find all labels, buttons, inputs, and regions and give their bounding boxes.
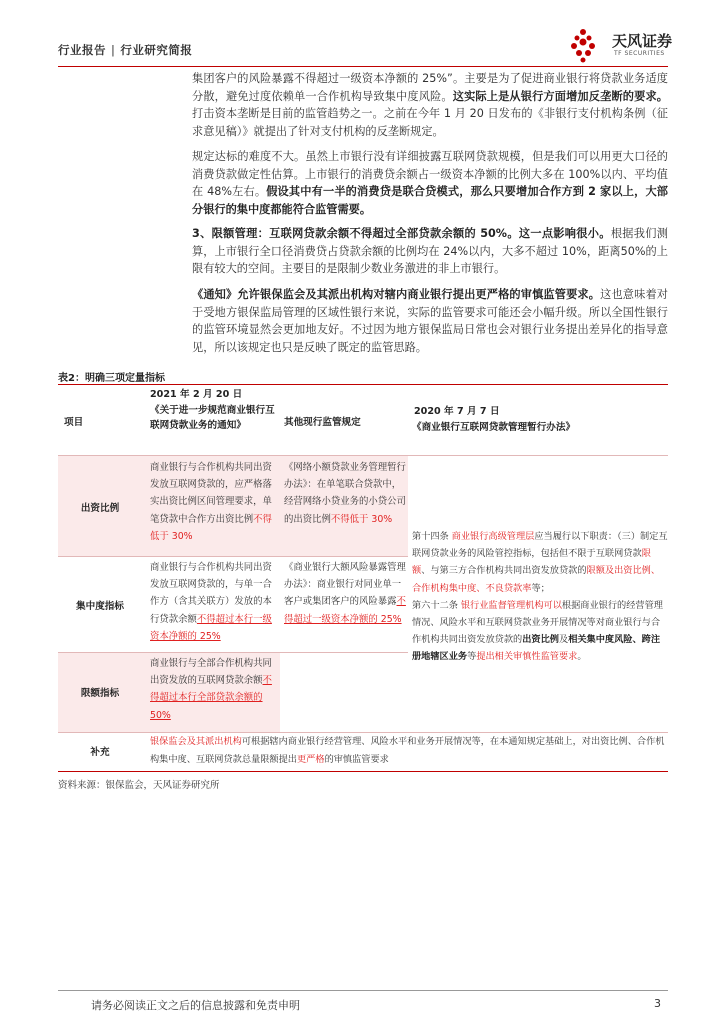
p4-text: 这也意味着对于受地方银保监局管理的区域性银行来说，实际的监管要求可能还会小幅升级。所以全国性银行的监管环境显然会更加地友好。不过因为地方银保监局日常也会对银行业务提出差异化的指导意见，所以该规定也只是反映了既定的监管思路。 <box>192 288 668 354</box>
art62-text-2: 及 <box>559 634 569 646</box>
header-separator: | <box>111 43 116 57</box>
row-divider-1 <box>58 556 408 557</box>
art62-bold-1: 出资比例 <box>522 634 559 646</box>
header-other: 其他现行监管规定 <box>284 417 361 428</box>
table-bottom-border <box>58 771 668 772</box>
concentration-notice-text: 商业银行与合作机构共同出资发放互联网贷款的，与单一合作方（含其关联方）发放的本行贷款余额 <box>150 562 272 625</box>
page-number: 3 <box>654 997 661 1010</box>
supplement-text-1: 可根据辖内商业银行经营管理、风险水平和业务开展情况等，在本通知规定基础上，对出资比例、合作机构集中度、互联网贷款总量限额提出 <box>150 736 665 765</box>
ratio-notice-text: 商业银行与合作机构共同出资发放互联网贷款的，应严格落实出资比例区间管理要求，单笔贷款中合作方出资比例 <box>150 462 272 525</box>
row-divider-2 <box>58 652 408 653</box>
article-14 <box>412 528 668 597</box>
row-label-supplement: 补充 <box>90 747 110 758</box>
header-notice-date: 2021 年 2 月 20 日 <box>150 389 243 400</box>
measures-content <box>412 528 668 666</box>
article-62 <box>412 597 668 666</box>
row-ratio-other <box>284 459 406 528</box>
limit-notice-text: 商业银行与全部合作机构共同出资发放的互联网贷款余额 <box>150 658 272 687</box>
header-divider <box>58 66 668 67</box>
art14-text-1: 应当履行以下职责：（三）制定互联网贷款业务的风险管控指标，包括但不限于互联网贷款 <box>412 531 668 560</box>
art14-red-1: 商业银行高级管理层 <box>451 531 535 542</box>
report-subtype: 行业研究简报 <box>120 43 193 57</box>
footer-disclaimer: 请务必阅读正文之后的信息披露和免责申明 <box>91 999 300 1012</box>
art62-num: 第六十二条 <box>412 599 458 611</box>
header-measures-date: 2020 年 7 月 7 日 <box>414 406 500 417</box>
supplement-red-1: 银保监会及其派出机构 <box>150 736 242 747</box>
art62-red-1: 银行业监督管理机构可以 <box>460 599 562 611</box>
header-notice-title: 《关于进一步规范商业银行互联网贷款业务的通知》 <box>150 404 275 431</box>
art62-text-3: 等 <box>467 651 477 663</box>
row-label-limit: 限额指标 <box>80 688 120 699</box>
paragraph-2 <box>192 148 668 218</box>
header-notice <box>150 387 278 434</box>
p1-text-2: 打击资本垄断是目前的监管趋势之一。之前在今年 1 月 20 日发布的《非银行支付机构条例（征求意见稿）》就提出了针对支付机构的反垄断规定。 <box>192 107 668 138</box>
p4-bold: 《通知》允许银保监会及其派出机构对辖内商业银行提出更严格的审慎监管要求。 <box>192 288 601 301</box>
art14-num: 第十四条 <box>412 531 449 542</box>
p3-text: 根据我们测算，上市银行全口径消费贷占贷款余额的比例均在 24%以内，大多不超过 10%，距离50%的上限有较大的空间。主要目的是限制少数业务激进的非上市银行。 <box>192 227 668 276</box>
supplement-text-2: 的审慎监管要求 <box>324 754 389 765</box>
concentration-other-text: 《商业银行大额风险暴露管理办法》：商业银行对同业单一客户或集团客户的风险暴露 <box>284 562 406 608</box>
art62-text-1: 根据商业银行的经营管理情况、风险水平和互联网贷款业务开展情况等对商业银行与合作机构共同出资发放贷款的 <box>412 599 663 646</box>
art14-text-3: 等； <box>531 582 550 594</box>
p1-bold: 这实际上是从银行方面增加反垄断的要求。 <box>452 89 668 103</box>
art62-bold-2: 相关集中度风险、跨注册地辖区业务 <box>412 634 661 663</box>
concentration-notice-red: 不得超过本行一级资本净额的 25% <box>150 613 272 642</box>
concentration-other-red: 不得超过一级资本净额的 25% <box>284 596 406 625</box>
ratio-other-text: 《网络小额贷款业务管理暂行办法》：在单笔联合贷款中，经营网络小贷业务的小贷公司的出资比例 <box>284 462 406 525</box>
paragraph-1 <box>192 70 668 140</box>
row-concentration-other <box>284 559 406 628</box>
row-concentration-notice <box>150 559 276 645</box>
row-label-ratio: 出资比例 <box>80 503 120 514</box>
p2-text: 规定达标的难度不大。虽然上市银行没有详细披露互联网贷款规模，但是我们可以用更大口径的消费贷款做定性估算。上市银行的消费贷余额占一级资本净额的比例大多在 100%以内、平均值在 48%左右。 <box>192 150 668 199</box>
supplement-red-2: 更严格 <box>297 754 325 765</box>
ratio-notice-red: 不得低于 30% <box>150 513 272 542</box>
art14-red-2: 限额 <box>412 548 651 577</box>
limit-notice-red: 不得超过本行全部贷款余额的 50% <box>150 675 272 721</box>
source-note: 资料来源：银保监会，天风证券研究所 <box>58 780 220 791</box>
row-limit-notice <box>150 655 276 724</box>
art62-text-4: 。 <box>577 651 587 663</box>
art62-red-2: 提出相关审慎性监管要求 <box>476 651 578 663</box>
p2-bold: 假设其中有一半的消费贷是联合贷模式，那么只要增加合作方到 2 家以上，大部分银行的集中度都能符合监管需要。 <box>192 185 668 216</box>
report-category <box>58 42 192 58</box>
art14-red-3: 限额及出资比例、合作机构集中度、不良贷款率 <box>412 565 661 594</box>
row-label-concentration: 集中度指标 <box>76 601 124 612</box>
header-measures <box>412 404 668 435</box>
row-ratio-notice <box>150 459 276 545</box>
p1-text: 集团客户的风险暴露不得超过一级资本净额的 25%”。主要是为了促进商业银行将贷款业务适度分散，避免过度依赖单一合作机构导致集中度风险。 <box>192 72 668 103</box>
logo-text-en: TF SECURITIES <box>614 50 665 57</box>
logo-text: 天风证券 <box>612 32 673 50</box>
paragraph-4 <box>192 286 668 356</box>
table-title: 表2：明确三项定量指标 <box>58 373 165 384</box>
table-top-border <box>58 384 668 385</box>
p3-bold: 3、限额管理：互联网贷款余额不得超过全部贷款余额的 50%。这一点影响很小。 <box>192 227 611 240</box>
art14-text-2: 、与第三方合作机构共同出资发放贷款的 <box>421 565 587 577</box>
supplement-content <box>150 733 666 769</box>
paragraph-3 <box>192 225 668 278</box>
report-type: 行业报告 <box>58 43 106 57</box>
header-measures-title: 《商业银行互联网贷款管理暂行办法》 <box>412 421 576 433</box>
header-item: 项目 <box>64 417 84 428</box>
footer-divider <box>58 990 668 991</box>
ratio-other-red: 不得低于 30% <box>330 513 393 525</box>
